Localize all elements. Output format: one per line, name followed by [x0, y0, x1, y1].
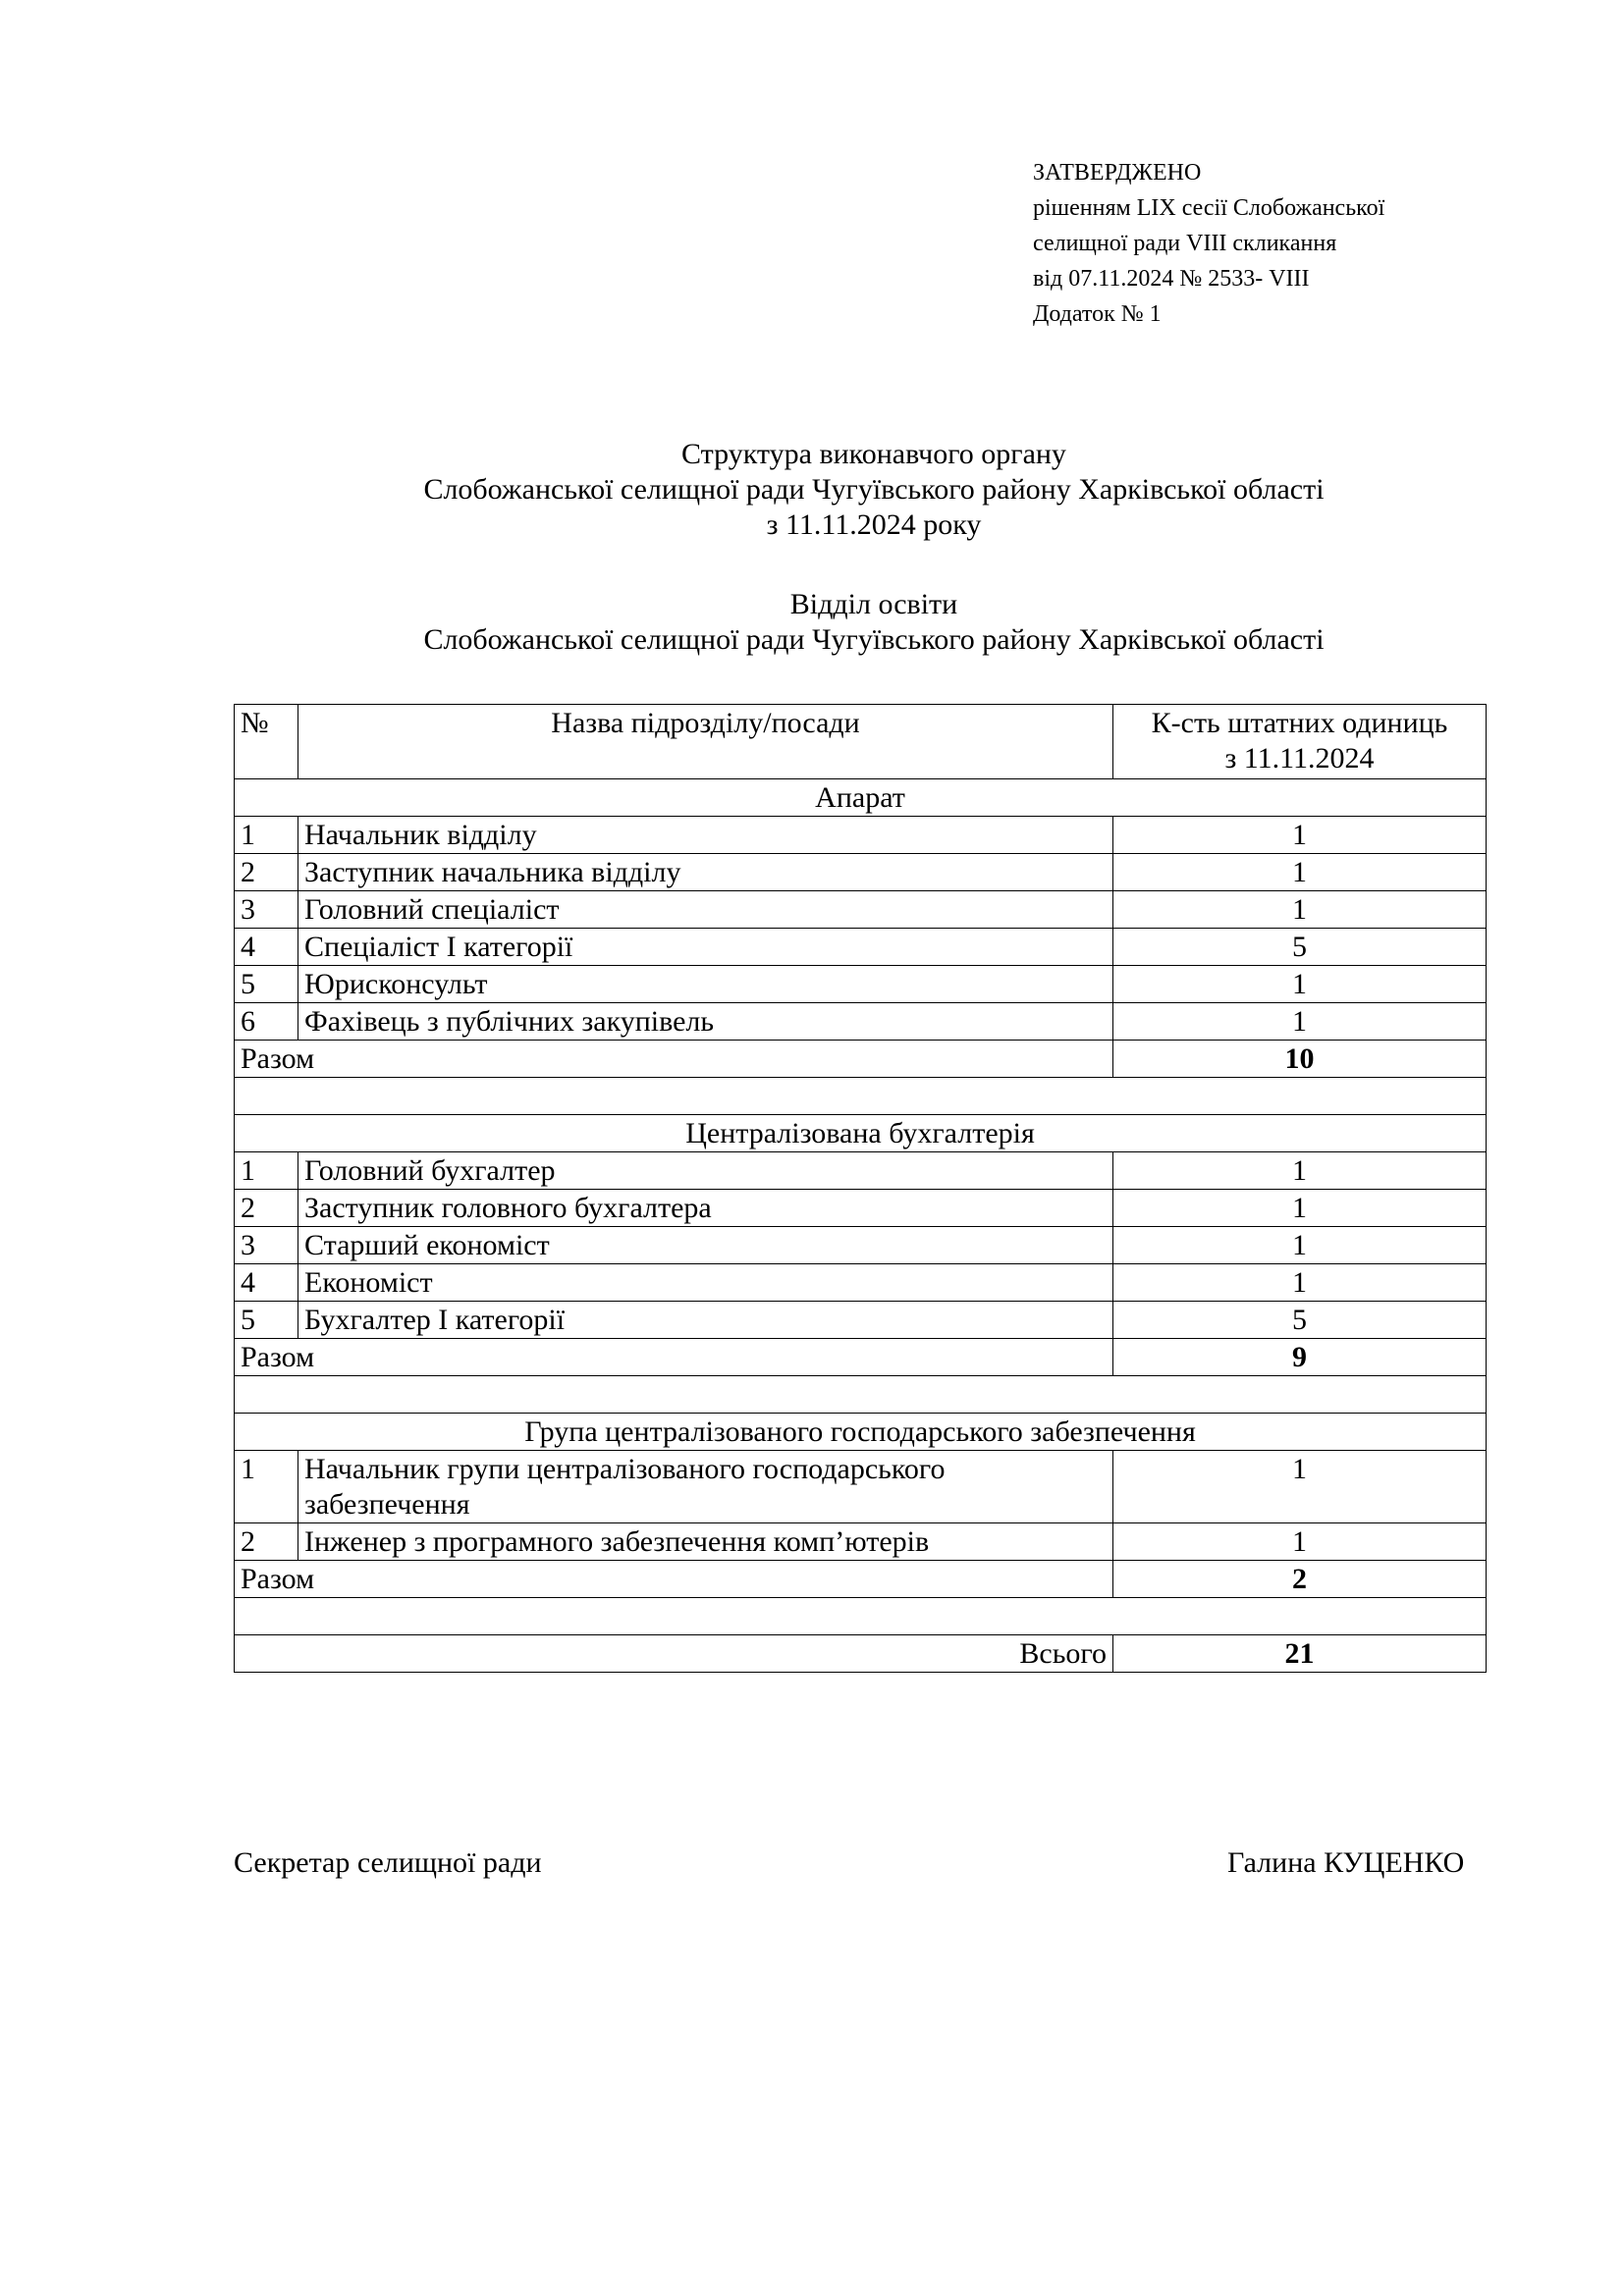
header-count [1113, 705, 1487, 779]
grand-total-value: 21 [1113, 1635, 1487, 1673]
header-count-line-1: К-сть штатних одиниць [1151, 707, 1448, 739]
table-row [235, 854, 1487, 891]
row-num: 2 [235, 854, 298, 891]
row-num: 6 [235, 1003, 298, 1041]
document-title-line-2: Слобожанської селищної ради Чугуївського району Харківської області [423, 473, 1325, 506]
section-title-row [235, 1414, 1487, 1451]
table-row [235, 1302, 1487, 1339]
spacer-row [235, 1078, 1487, 1115]
subtotal-row [235, 1339, 1487, 1376]
subtotal-value: 9 [1113, 1339, 1487, 1376]
spacer-cell [235, 1078, 1487, 1115]
table-row [235, 1451, 1487, 1523]
header-count-line-2: з 11.11.2024 [1224, 742, 1375, 774]
table-row [235, 966, 1487, 1003]
row-num: 1 [235, 817, 298, 854]
row-count: 1 [1113, 1264, 1487, 1302]
row-name: Бухгалтер І категорії [298, 1302, 1113, 1339]
row-name: Начальник групи централізованого господарського забезпечення [298, 1451, 1113, 1523]
row-count: 1 [1113, 1227, 1487, 1264]
row-num: 4 [235, 929, 298, 966]
table-row [235, 817, 1487, 854]
row-count: 5 [1113, 929, 1487, 966]
row-name: Економіст [298, 1264, 1113, 1302]
row-name: Фахівець з публічних закупівель [298, 1003, 1113, 1041]
section-title-row [235, 779, 1487, 817]
department-title [236, 587, 1512, 658]
row-count: 1 [1113, 1190, 1487, 1227]
section-title: Централізована бухгалтерія [235, 1115, 1487, 1152]
spacer-row [235, 1598, 1487, 1635]
row-count: 1 [1113, 1003, 1487, 1041]
row-num: 5 [235, 1302, 298, 1339]
document-title-line-3: з 11.11.2024 року [766, 508, 982, 541]
row-count: 1 [1113, 1523, 1487, 1561]
approval-stamp [1033, 155, 1384, 332]
table-row [235, 1264, 1487, 1302]
subtotal-value: 10 [1113, 1041, 1487, 1078]
row-name: Старший економіст [298, 1227, 1113, 1264]
approval-line-2: рішенням LIX сесії Слобожанської [1033, 195, 1385, 221]
table-row [235, 1190, 1487, 1227]
row-name: Начальник відділу [298, 817, 1113, 854]
signature-name: Галина КУЦЕНКО [1227, 1846, 1465, 1879]
subtotal-label: Разом [235, 1339, 1113, 1376]
section-title: Апарат [235, 779, 1487, 817]
table-row [235, 1523, 1487, 1561]
row-num: 4 [235, 1264, 298, 1302]
row-num: 3 [235, 891, 298, 929]
table-row [235, 1003, 1487, 1041]
subtotal-label: Разом [235, 1041, 1113, 1078]
approval-line-4: від 07.11.2024 № 2533- VIII [1033, 266, 1310, 292]
grand-total-label: Всього [235, 1635, 1113, 1673]
row-name: Спеціаліст І категорії [298, 929, 1113, 966]
approval-line-3: селищної ради VIII скликання [1033, 231, 1337, 256]
row-num: 2 [235, 1523, 298, 1561]
spacer-cell [235, 1376, 1487, 1414]
row-count: 1 [1113, 1451, 1487, 1523]
subtotal-row [235, 1561, 1487, 1598]
table-row [235, 1152, 1487, 1190]
staff-table [234, 704, 1487, 1673]
subtotal-row [235, 1041, 1487, 1078]
spacer-row [235, 1376, 1487, 1414]
row-name: Головний бухгалтер [298, 1152, 1113, 1190]
signature-position: Секретар селищної ради [234, 1846, 542, 1879]
header-name: Назва підрозділу/посади [298, 705, 1113, 779]
row-num: 1 [235, 1451, 298, 1523]
approval-line-5: Додаток № 1 [1033, 301, 1162, 327]
document-title [236, 437, 1512, 543]
row-num: 3 [235, 1227, 298, 1264]
row-count: 1 [1113, 817, 1487, 854]
row-count: 1 [1113, 1152, 1487, 1190]
approval-line-1: ЗАТВЕРДЖЕНО [1033, 160, 1202, 186]
table-row [235, 1227, 1487, 1264]
row-name: Інженер з програмного забезпечення комп’ютерів [298, 1523, 1113, 1561]
department-title-line-2: Слобожанської селищної ради Чугуївського району Харківської області [423, 623, 1325, 656]
row-name: Головний спеціаліст [298, 891, 1113, 929]
header-num: № [235, 705, 298, 779]
department-title-line-1: Відділ освіти [789, 588, 958, 620]
section-title-row [235, 1115, 1487, 1152]
table-header-row [235, 705, 1487, 779]
subtotal-label: Разом [235, 1561, 1113, 1598]
document-title-line-1: Структура виконавчого органу [681, 438, 1066, 470]
row-name: Заступник головного бухгалтера [298, 1190, 1113, 1227]
grand-total-row [235, 1635, 1487, 1673]
row-num: 2 [235, 1190, 298, 1227]
row-count: 1 [1113, 854, 1487, 891]
row-name: Заступник начальника відділу [298, 854, 1113, 891]
table-row [235, 891, 1487, 929]
row-name: Юрисконсульт [298, 966, 1113, 1003]
table-row [235, 929, 1487, 966]
row-count: 1 [1113, 966, 1487, 1003]
section-title: Група централізованого господарського забезпечення [235, 1414, 1487, 1451]
row-count: 5 [1113, 1302, 1487, 1339]
row-count: 1 [1113, 891, 1487, 929]
row-num: 5 [235, 966, 298, 1003]
subtotal-value: 2 [1113, 1561, 1487, 1598]
spacer-cell [235, 1598, 1487, 1635]
row-num: 1 [235, 1152, 298, 1190]
